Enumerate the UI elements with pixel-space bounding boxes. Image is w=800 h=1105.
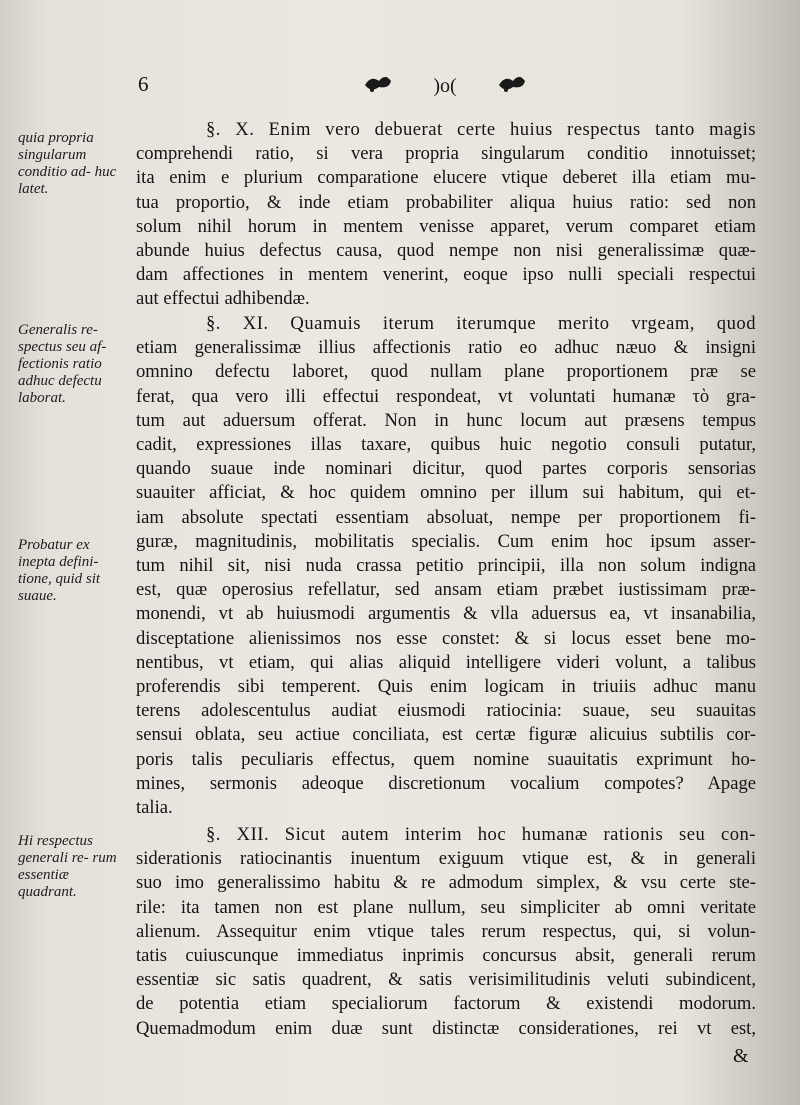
text-line: aut effectui adhibendæ. <box>136 288 310 310</box>
text-line: terens adolescentulus audiat eiusmodi ratiocinia: suaue, seu suauitas <box>136 700 756 722</box>
margin-note: Generalis re- spectus seu af- fectionis ratio adhuc defectu laborat. <box>18 322 107 406</box>
text-line: disceptatione alienissimos nos esse constet: & si locus esset bene mo- <box>136 627 756 649</box>
text-line: alienum. Assequitur enim vtique tales rerum respectus, qui, si volun- <box>136 920 756 942</box>
text-line: §. X. Enim vero debuerat certe huius respectus tanto magis <box>206 119 756 140</box>
margin-note: Probatur ex inepta defini- tione, quid sit suaue. <box>18 537 101 604</box>
text-line: mines, sermonis adeoque discretionum vocalium compotes? Apage <box>136 772 756 794</box>
text-line: ferat, qua vero illi effectui respondeat, vt voluntati humanæ τὸ gra- <box>136 385 756 407</box>
ornament-text: )o( <box>433 75 457 97</box>
text-line: talia. <box>136 797 173 819</box>
margin-note: Hi respectus generali re- rum essentiæ quadrant. <box>18 833 117 900</box>
text-line: quando suaue inde nominari dicitur, quod partes corporis sensorias <box>136 458 756 480</box>
section-x <box>136 118 756 312</box>
section-xi <box>136 312 756 820</box>
text-line: ita enim e plurium comparatione elucere vtique deberet illa etiam mu- <box>136 167 756 189</box>
section-xii <box>136 823 756 1041</box>
margin-note: quia propria singularum conditio ad- huc latet. <box>18 130 117 197</box>
text-line: essentiæ sic satis quadrent, & satis verisimilitudinis veluti subindicent, <box>136 969 756 991</box>
text-line: nentibus, vt etiam, qui alias aliquid intelligere videri volunt, a talibus <box>136 651 756 673</box>
text-line: tua proportio, & inde etiam probabiliter aliqua huius ratio: sed non <box>136 191 756 213</box>
text-line: siderationis ratiocinantis inuentum exiguum vtique est, & in generali <box>136 848 756 870</box>
text-line: §. XI. Quamuis iterum iterumque merito vrgeam, quod <box>206 313 756 334</box>
text-line: solum nihil horum in mentem venisse apparet, verum comparet etiam <box>136 215 756 237</box>
text-line: proferendis sibi temperent. Quis enim logicam in triuiis adhuc manu <box>136 676 756 698</box>
text-line: §. XII. Sicut autem interim hoc humanæ rationis seu con- <box>206 824 756 845</box>
text-line: suo imo generalissimo habitu & re admodum simplex, & vsu certe ste- <box>136 872 756 894</box>
text-line: de potentia etiam specialiorum factorum & existendi modorum. <box>136 993 756 1015</box>
text-line: etiam generalissimæ illius affectionis ratio eo adhuc næuo & insigni <box>136 337 756 359</box>
catchword: & <box>733 1045 749 1067</box>
text-line: tum nihil sit, nisi nuda crassa petitio principii, illa non solum indigna <box>136 555 756 577</box>
ornament-header <box>360 70 530 100</box>
text-line: suauiter afficiat, & hoc quidem omnino per illum sui habitum, qui et- <box>136 482 756 504</box>
text-line: monendi, vt ab huiusmodi argumentis & vlla aduersus ea, vt insanabilia, <box>136 603 756 625</box>
page-number: 6 <box>138 72 149 96</box>
text-line: sensui oblata, seu actiue conciliata, est certæ figuræ alicuius subtilis cor- <box>136 724 756 746</box>
text-line: est, quæ operosius refellatur, sed ansam etiam præbet iustissimam præ- <box>136 579 756 601</box>
text-line: omnino defectu laboret, quod nullam plane proportionem præ se <box>136 361 756 383</box>
text-line: tum aut aduersum offerat. Non in hunc locum aut præsens tempus <box>136 409 756 431</box>
text-line: poris talis peculiaris effectus, quem nomine suauitatis exprimunt ho- <box>136 748 756 770</box>
text-line: guræ, magnitudinis, mobilitatis specialis. Cum enim hoc ipsum asser- <box>136 530 756 552</box>
text-line: iam absolute spectati essentiam absoluat, nempe per proportionem fi- <box>136 506 756 528</box>
text-line: rile: ita tamen non est plane nullum, seu simpliciter ab omni veritate <box>136 896 756 918</box>
text-line: cadit, expressiones illas taxare, quibus huic negotio consuli putatur, <box>136 434 756 456</box>
text-line: Quemadmodum enim duæ sunt distinctæ considerationes, rei vt est, <box>136 1017 756 1039</box>
text-line: tatis cuiuscunque immediatus inprimis concursus absit, generali rerum <box>136 945 756 967</box>
text-line: comprehendi ratio, si vera propria singularum conditio innotuisset; <box>136 143 756 165</box>
text-line: abunde huius defectus causa, quod nempe non nisi generalissimæ quæ- <box>136 240 756 262</box>
text-line: dam affectiones in mentem venerint, eoque ipso nulli speciali respectui <box>136 264 756 286</box>
